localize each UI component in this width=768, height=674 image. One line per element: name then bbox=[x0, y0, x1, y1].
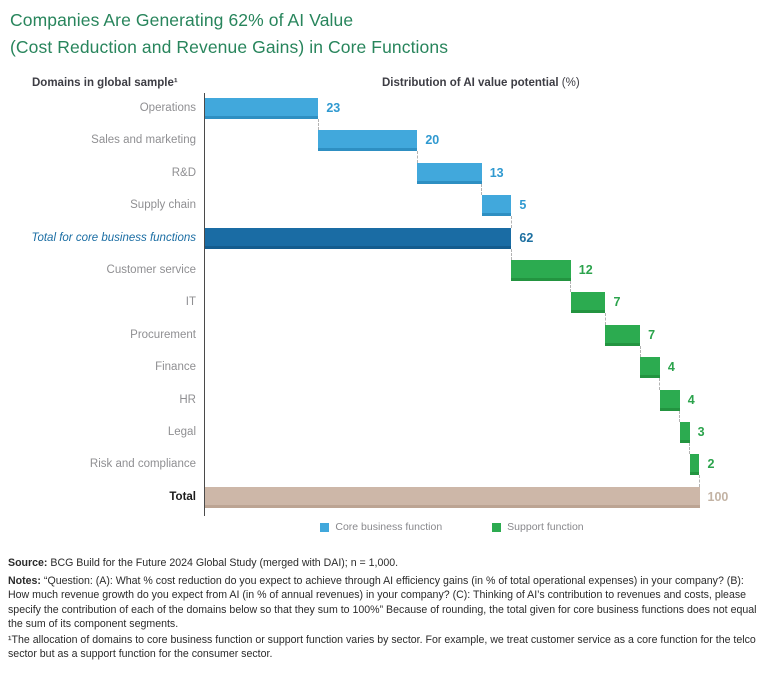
value-label-sales-and-marketing: 20 bbox=[425, 133, 440, 148]
row-label-it: IT bbox=[185, 296, 196, 309]
row-label-hr: HR bbox=[179, 393, 196, 406]
page-title bbox=[10, 7, 448, 61]
value-label-procurement: 7 bbox=[648, 327, 656, 342]
page-title-line2: (Cost Reduction and Revenue Gains) in Core Functions bbox=[10, 37, 449, 57]
value-label-total: 100 bbox=[707, 489, 729, 504]
connector-line-10 bbox=[679, 411, 680, 422]
connector-line-9 bbox=[659, 378, 660, 389]
baseline-axis bbox=[204, 93, 205, 516]
percent-unit-label: (%) bbox=[561, 77, 580, 89]
chart-legend bbox=[204, 521, 700, 533]
row-label-legal: Legal bbox=[167, 426, 196, 438]
waterfall-chart bbox=[0, 93, 768, 516]
row-label-finance: Finance bbox=[155, 361, 196, 374]
value-label-customer-service: 12 bbox=[578, 263, 593, 277]
bar-finance bbox=[640, 357, 660, 378]
connector-line-3 bbox=[481, 184, 482, 195]
row-label-sales-and-marketing: Sales and marketing bbox=[91, 134, 196, 147]
bar-total bbox=[205, 487, 700, 508]
source-note: Source: BCG Build for the Future 2024 Global Study (merged with DAI); n = 1,000. bbox=[8, 557, 399, 569]
row-label-total: Total bbox=[169, 490, 196, 503]
connector-line-5 bbox=[511, 249, 512, 260]
legend-item-support-function: Support function bbox=[492, 521, 583, 533]
bar-procurement bbox=[605, 325, 640, 346]
row-label-total-for-core-business-functions: Total for core business functions bbox=[31, 231, 196, 244]
value-label-it: 7 bbox=[613, 295, 621, 310]
bar-risk-and-compliance bbox=[690, 454, 700, 475]
value-label-finance: 4 bbox=[667, 360, 675, 375]
support-function-legend-swatch bbox=[492, 523, 501, 532]
value-label-total-for-core-business-functions: 62 bbox=[519, 230, 534, 245]
connector-line-11 bbox=[689, 443, 690, 454]
connector-line-7 bbox=[605, 313, 606, 324]
connector-line-2 bbox=[417, 151, 418, 162]
bar-total-for-core-business-functions bbox=[205, 228, 512, 249]
bar-r-d bbox=[417, 163, 481, 184]
bar-it bbox=[571, 292, 606, 313]
value-label-supply-chain: 5 bbox=[519, 198, 527, 213]
value-label-hr: 4 bbox=[687, 392, 695, 407]
value-label-risk-and-compliance: 2 bbox=[707, 457, 715, 472]
row-label-procurement: Procurement bbox=[130, 328, 196, 341]
connector-line-6 bbox=[570, 281, 571, 292]
value-label-r-d: 13 bbox=[489, 165, 504, 180]
bar-supply-chain bbox=[482, 195, 512, 216]
connector-line-8 bbox=[640, 346, 641, 357]
legend-item-core-business-function: Core business function bbox=[320, 521, 442, 533]
page-title-line1: Companies Are Generating 62% of AI Value bbox=[10, 10, 354, 30]
bar-legal bbox=[680, 422, 690, 443]
row-label-risk-and-compliance: Risk and compliance bbox=[89, 458, 196, 471]
bar-operations bbox=[205, 98, 319, 119]
column-header-domains: Domains in global sample¹ bbox=[32, 77, 178, 89]
row-label-operations: Operations bbox=[139, 102, 196, 114]
connector-line-12 bbox=[699, 475, 700, 486]
value-label-legal: 3 bbox=[697, 425, 705, 439]
core-function-legend-swatch bbox=[320, 523, 329, 532]
value-label-operations: 23 bbox=[326, 101, 341, 115]
bar-hr bbox=[660, 390, 680, 411]
column-header-distribution: Distribution of AI value potential (%) bbox=[382, 77, 580, 89]
methodology-notes: Notes: “Question: (A): What % cost reduction do you expect to achieve through AI efficiency gains (in % of total operational expenses) in your company? (B): How much revenue growth do you expect from AI (in % of annual revenues) in your company? (C): Thinking of AI’s contribution to revenues and costs, please specify the contribution of each of the domains below so that they sum to 100%” Because of rounding, the total given for core business functions does not equal the sum of its component segments. bbox=[8, 575, 757, 630]
bar-sales-and-marketing bbox=[318, 130, 417, 151]
row-label-r-d: R&D bbox=[171, 166, 196, 179]
footnote: ¹The allocation of domains to core business function or support function varies by sector. For example, we treat customer service as a core function for the telco sector but as a support function for the consumer sector. bbox=[8, 634, 756, 661]
row-label-supply-chain: Supply chain bbox=[130, 199, 196, 212]
bar-customer-service bbox=[511, 260, 570, 281]
connector-line-4 bbox=[511, 216, 512, 227]
connector-line-1 bbox=[318, 119, 319, 130]
row-label-customer-service: Customer service bbox=[106, 264, 196, 276]
